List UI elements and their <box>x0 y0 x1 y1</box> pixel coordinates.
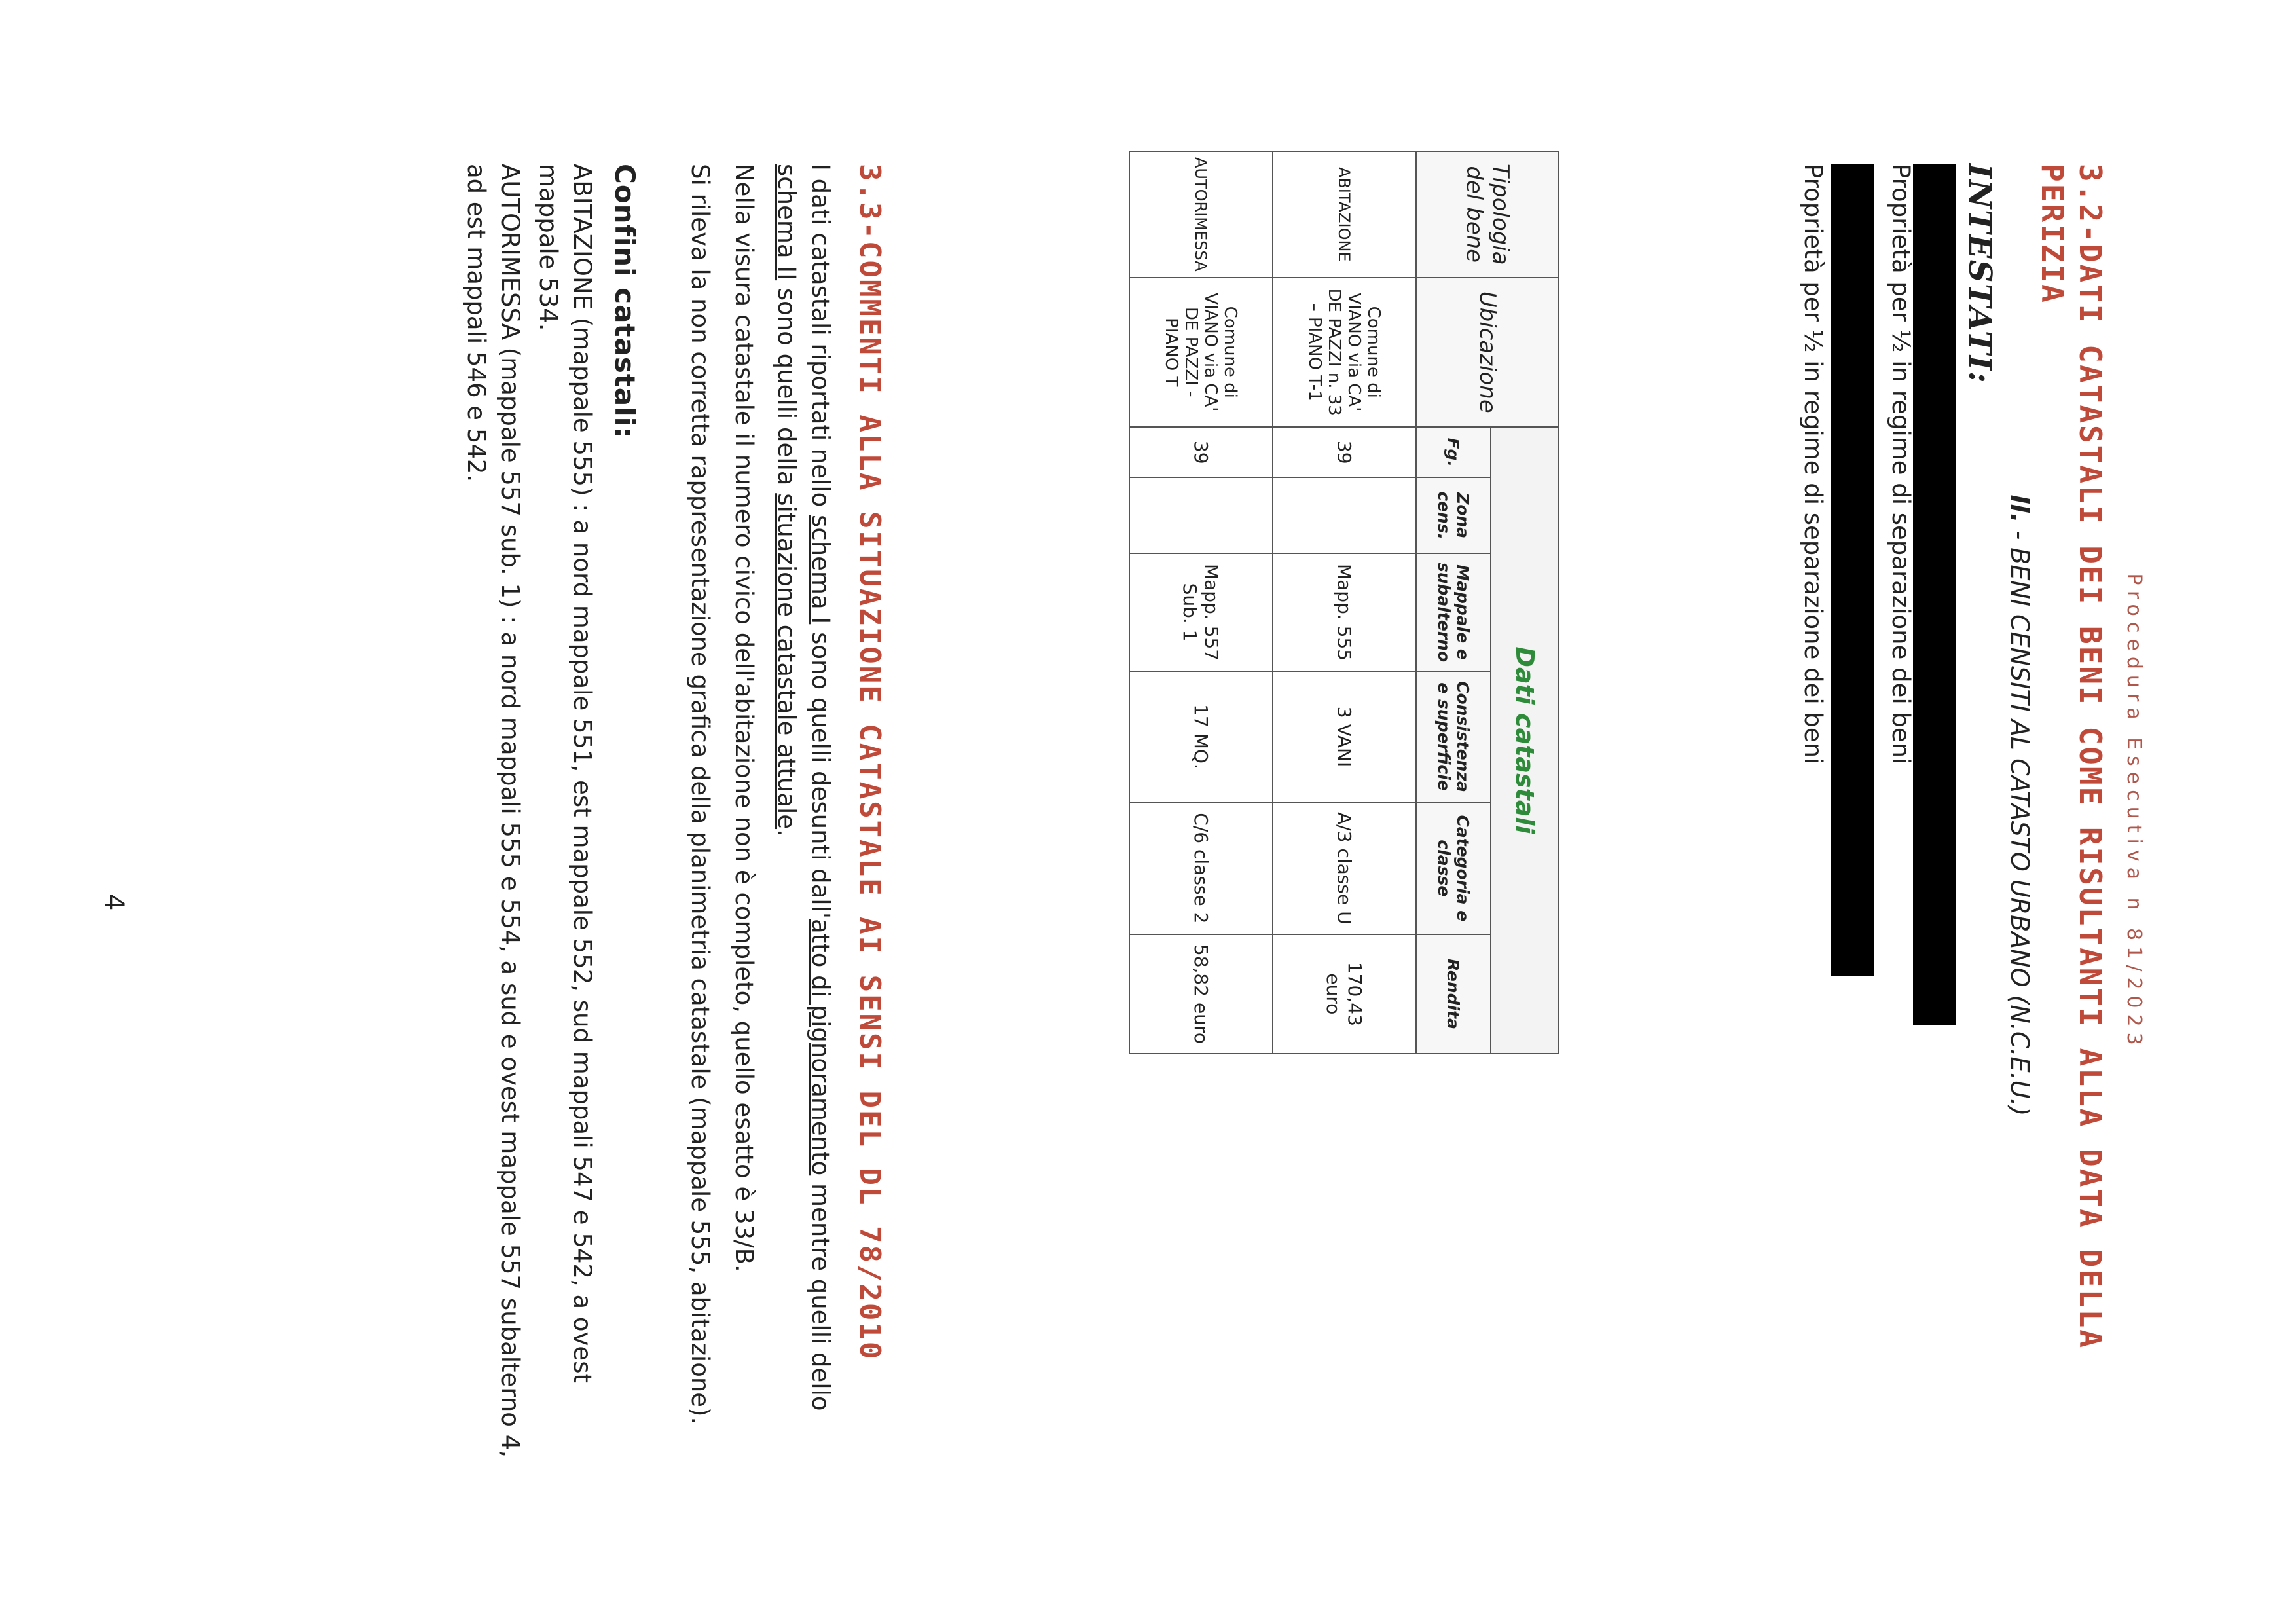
table-row <box>1273 151 1416 1054</box>
cell-fg: 39 <box>1273 427 1416 477</box>
col-zona: Zona cens. <box>1416 477 1491 553</box>
p1-text-b: sono quelli desunti dall' <box>807 624 835 919</box>
cell-categoria: A/3 classe U <box>1273 802 1416 934</box>
p1-text-c: mentre quelli dello <box>807 1175 835 1411</box>
cell-rendita: 58,82 euro <box>1129 934 1273 1054</box>
paragraph-numero-civico: Nella visura catastale il numero civico dell'abitazione non è completo, quello esatto è 33/B. <box>730 164 758 1272</box>
p1-underline-schema-2: schema II <box>773 164 801 281</box>
cell-zona <box>1273 477 1416 553</box>
cell-tipologia: ABITAZIONE <box>1273 151 1416 278</box>
catasto-table <box>1129 151 1559 1054</box>
table-row <box>1129 151 1273 1054</box>
cell-ubicazione: Comune di VIANO via CA' DE PAZZI - PIANO T <box>1129 278 1273 427</box>
cell-categoria: C/6 classe 2 <box>1129 802 1273 934</box>
p1-underline-situazione: situazione catastale attuale <box>773 493 801 830</box>
p1-underline-pignoramento: atto di pignoramento <box>807 919 835 1176</box>
section-3-2-title: 3.2-DATI CATASTALI DEI BENI COME RISULTANTI ALLA DATA DELLA PERIZIA <box>2035 164 2108 1350</box>
redacted-owner-2 <box>1831 164 1874 976</box>
col-rendita: Rendita <box>1416 934 1491 1054</box>
cell-mappale: Mapp. 555 <box>1273 553 1416 671</box>
p1-text-d: sono quelli della <box>773 280 801 494</box>
col-tipologia: Tipologia del bene <box>1416 151 1559 278</box>
cell-consistenza: 3 VANI <box>1273 671 1416 802</box>
owner-2-share: Proprietà per ½ in regime di separazione dei beni <box>1799 164 1827 765</box>
subheading-number: II. <box>2005 494 2034 523</box>
confini-abitazione: ABITAZIONE (mappale 555) : a nord mappale 551, est mappale 552, sud mappali 547 e 542, a ovest mappale 534. <box>534 164 596 1383</box>
col-mappale: Mappale e subalterno <box>1416 553 1491 671</box>
page-number: 4 <box>99 894 129 911</box>
cell-rendita: 170,43 euro <box>1273 934 1416 1054</box>
table-header-row-1 <box>1491 151 1559 1054</box>
cell-consistenza: 17 MQ. <box>1129 671 1273 802</box>
dati-catastali-header: Dati catastali <box>1491 427 1559 1054</box>
col-categoria: Categoria e classe <box>1416 802 1491 934</box>
cell-tipologia: AUTORIMESSA <box>1129 151 1273 278</box>
cell-fg: 39 <box>1129 427 1273 477</box>
redacted-owner-1 <box>1913 164 1956 1025</box>
intestati-label: INTESTATI: <box>1961 164 1998 384</box>
cell-ubicazione: Comune di VIANO via CA' DE PAZZI n. 33 – PIANO T-1 <box>1273 278 1416 427</box>
paragraph-schema <box>769 164 837 1473</box>
cell-zona <box>1129 477 1273 553</box>
subheading-text: - BENI CENSITI AL CATASTO URBANO (N.C.E.U.) <box>2005 530 2034 1116</box>
p1-text-e: . <box>773 829 801 837</box>
cell-mappale: Mapp. 557 Sub. 1 <box>1129 553 1273 671</box>
confini-title: Confini catastali: <box>609 164 641 439</box>
paragraph-planimetria: Si rileva la non corretta rappresentazione grafica della planimetria catastale (mappale 555, abitazione). <box>686 164 714 1425</box>
confini-autorimessa: AUTORIMESSA (mappale 557 sub. 1) : a nord mappali 555 e 554, a sud e ovest mappale 557 subalterno 4, ad est mappali 546 e 542. <box>462 164 524 1458</box>
procedure-header: Procedura Esecutiva n 81/2023 <box>2123 573 2145 1051</box>
col-consistenza: Consistenza e superficie <box>1416 671 1491 802</box>
p1-underline-schema-1: schema I <box>807 515 835 625</box>
p1-text-a: I dati catastali riportati nello <box>807 164 835 515</box>
col-fg: Fg. <box>1416 427 1491 477</box>
section-3-3-title: 3.3-COMMENTI ALLA SITUAZIONE CATASTALE AI SENSI DEL DL 78/2010 <box>853 164 886 1361</box>
subheading-catasto-urbano <box>2005 164 2034 1447</box>
owner-1-share: Proprietà per ½ in regime di separazione dei beni <box>1887 164 1915 765</box>
col-ubicazione: Ubicazione <box>1416 278 1559 427</box>
